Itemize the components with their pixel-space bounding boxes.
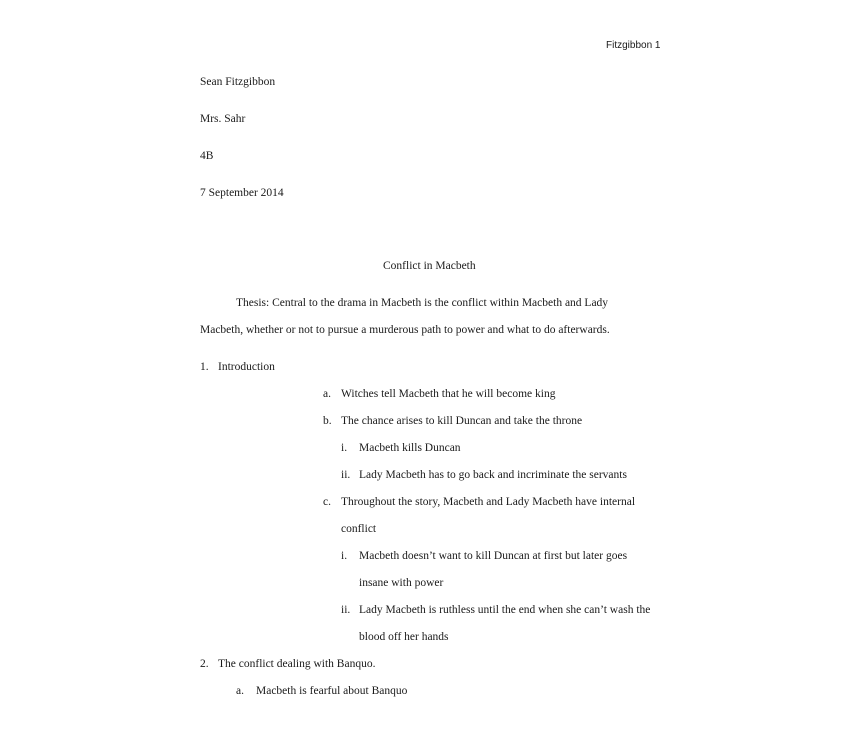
- outline-item-1c-i-cont: insane with power: [359, 577, 444, 589]
- outline-item-1b-ii: [341, 468, 627, 482]
- section-number: 2.: [200, 658, 209, 670]
- outline-item-2a: [236, 684, 407, 698]
- section-text: Introduction: [218, 361, 275, 373]
- item-text: Lady Macbeth has to go back and incriminate the servants: [359, 469, 627, 481]
- essay-title: Conflict in Macbeth: [383, 260, 476, 272]
- item-text: Macbeth is fearful about Banquo: [256, 685, 408, 697]
- student-name: Sean Fitzgibbon: [200, 76, 276, 88]
- outline-section-1: [200, 360, 275, 374]
- item-label: i.: [341, 442, 348, 454]
- item-text: Macbeth doesn’t want to kill Duncan at first but later goes: [359, 550, 628, 562]
- class-period: 4B: [200, 150, 214, 162]
- outline-item-1b: [323, 414, 582, 428]
- item-label: ii.: [341, 604, 351, 616]
- outline-item-1a: [323, 387, 555, 401]
- running-head: Fitzgibbon 1: [606, 40, 661, 51]
- item-text: Lady Macbeth is ruthless until the end when she can’t wash the: [359, 604, 651, 616]
- section-text: The conflict dealing with Banquo.: [218, 658, 376, 670]
- outline-section-2: [200, 657, 375, 671]
- thesis-line-2: Macbeth, whether or not to pursue a murderous path to power and what to do afterwards.: [200, 324, 610, 336]
- date: 7 September 2014: [200, 187, 284, 199]
- item-label: ii.: [341, 469, 351, 481]
- item-label: a.: [323, 388, 331, 400]
- teacher-name: Mrs. Sahr: [200, 113, 246, 125]
- item-label: a.: [236, 685, 244, 697]
- item-text: Witches tell Macbeth that he will become king: [341, 388, 556, 400]
- item-label: c.: [323, 496, 331, 508]
- thesis-line-1: Thesis: Central to the drama in Macbeth is the conflict within Macbeth and Lady: [236, 297, 609, 309]
- outline-item-1c: [323, 495, 635, 509]
- item-label: b.: [323, 415, 332, 427]
- outline-item-1b-i: [341, 441, 461, 455]
- item-text: The chance arises to kill Duncan and take the throne: [341, 415, 583, 427]
- outline-item-1c-cont: conflict: [341, 523, 377, 535]
- item-label: i.: [341, 550, 348, 562]
- section-number: 1.: [200, 361, 209, 373]
- item-text: Throughout the story, Macbeth and Lady Macbeth have internal: [341, 496, 636, 508]
- outline-item-1c-ii-cont: blood off her hands: [359, 631, 449, 643]
- outline-item-1c-i: [341, 549, 627, 563]
- item-text: Macbeth kills Duncan: [359, 442, 461, 454]
- outline-item-1c-ii: [341, 603, 650, 617]
